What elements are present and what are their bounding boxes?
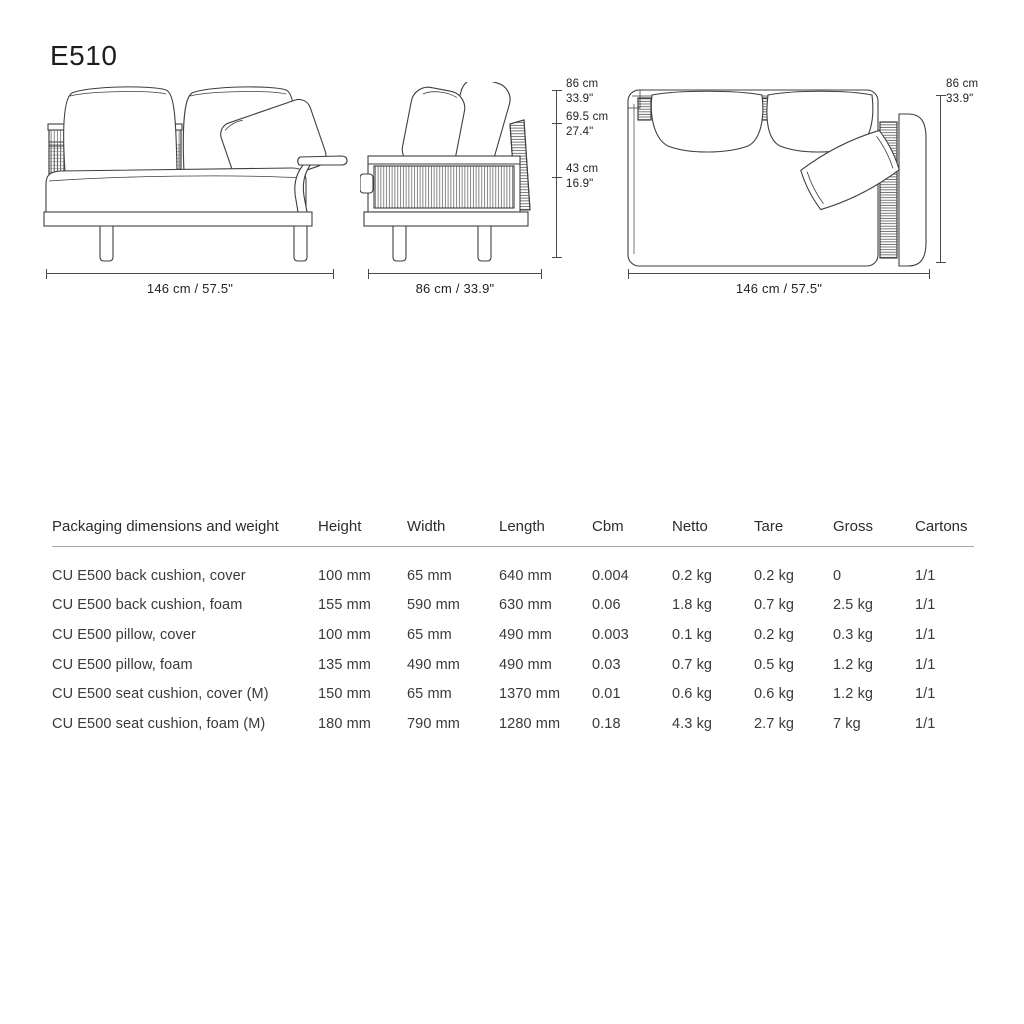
cell-length: 630 mm [499,597,552,614]
cell-cbm: 0.003 [592,626,629,643]
cell-cartons: 1/1 [915,715,936,732]
col-header-netto: Netto [672,518,708,535]
cell-gross: 1.2 kg [833,656,874,673]
cell-item: CU E500 pillow, cover [52,626,196,643]
table-row [52,679,974,709]
cell-width: 490 mm [407,656,460,673]
cell-length: 1280 mm [499,715,561,732]
cell-width: 65 mm [407,567,452,584]
cell-length: 1370 mm [499,686,561,703]
cell-item: CU E500 back cushion, foam [52,597,243,614]
side-view-lines [360,82,530,261]
front-view-lines [44,87,347,261]
cell-length: 490 mm [499,626,552,643]
cell-gross: 0.3 kg [833,626,874,643]
packaging-table-header [52,516,974,538]
cell-cbm: 0.01 [592,686,621,703]
sofa-side-view-drawing [360,82,550,266]
packaging-table [52,516,974,739]
cell-item: CU E500 seat cushion, cover (M) [52,686,269,703]
top-view-lines [628,90,926,266]
cell-cartons: 1/1 [915,567,936,584]
cell-height: 100 mm [318,567,371,584]
cell-tare: 2.7 kg [754,715,795,732]
cell-netto: 4.3 kg [672,715,713,732]
cell-netto: 0.2 kg [672,567,713,584]
cell-cartons: 1/1 [915,597,936,614]
side-height-dimension-line [556,90,557,258]
cell-cartons: 1/1 [915,686,936,703]
col-header-gross: Gross [833,518,874,535]
sofa-top-view-drawing [622,82,932,272]
cell-height: 100 mm [318,626,371,643]
cell-cbm: 0.004 [592,567,629,584]
packaging-table-body [52,561,974,739]
cell-tare: 0.5 kg [754,656,795,673]
cell-height: 135 mm [318,656,371,673]
cell-width: 590 mm [407,597,460,614]
table-row [52,650,974,680]
cell-width: 65 mm [407,686,452,703]
cell-netto: 1.8 kg [672,597,713,614]
table-row [52,709,974,739]
side-height-label-43: 43 cm 16.9" [566,163,599,190]
cell-netto: 0.1 kg [672,626,713,643]
cell-tare: 0.7 kg [754,597,795,614]
table-row [52,591,974,621]
top-width-dimension-label: 146 cm / 57.5" [735,281,823,296]
cell-item: CU E500 seat cushion, foam (M) [52,715,266,732]
cell-gross: 0 [833,567,842,584]
col-header-length: Length [499,518,545,535]
header-divider [52,546,974,547]
side-height-label-69-5: 69.5 cm 27.4" [566,111,609,138]
front-width-dimension-label: 146 cm / 57.5" [146,281,234,296]
cell-height: 180 mm [318,715,371,732]
top-width-dimension-line [628,273,930,274]
cell-item: CU E500 pillow, foam [52,656,193,673]
cell-height: 155 mm [318,597,371,614]
cell-cbm: 0.18 [592,715,621,732]
cell-cbm: 0.03 [592,656,621,673]
side-height-label-86: 86 cm 33.9" [566,78,599,105]
cell-gross: 7 kg [833,715,861,732]
col-header-height: Height [318,518,362,535]
table-row [52,620,974,650]
cell-height: 150 mm [318,686,371,703]
table-title: Packaging dimensions and weight [52,518,279,535]
table-row [52,561,974,591]
cell-gross: 2.5 kg [833,597,874,614]
cell-width: 65 mm [407,626,452,643]
col-header-width: Width [407,518,446,535]
cell-tare: 0.2 kg [754,567,795,584]
cell-item: CU E500 back cushion, cover [52,567,246,584]
cell-tare: 0.6 kg [754,686,795,703]
cell-netto: 0.6 kg [672,686,713,703]
cell-width: 790 mm [407,715,460,732]
front-width-dimension-line [46,273,334,274]
page-title: E510 [50,40,118,71]
side-width-dimension-line [368,273,542,274]
cell-cbm: 0.06 [592,597,621,614]
col-header-tare: Tare [754,518,784,535]
cell-tare: 0.2 kg [754,626,795,643]
top-height-dimension-label: 86 cm 33.9" [946,78,979,105]
cell-length: 640 mm [499,567,552,584]
cell-cartons: 1/1 [915,656,936,673]
top-height-dimension-line [940,95,941,263]
cell-netto: 0.7 kg [672,656,713,673]
cell-length: 490 mm [499,656,552,673]
cell-cartons: 1/1 [915,626,936,643]
side-width-dimension-label: 86 cm / 33.9" [415,281,495,296]
cell-gross: 1.2 kg [833,686,874,703]
col-header-cartons: Cartons [915,518,968,535]
sofa-front-view-drawing [40,82,352,266]
col-header-cbm: Cbm [592,518,624,535]
